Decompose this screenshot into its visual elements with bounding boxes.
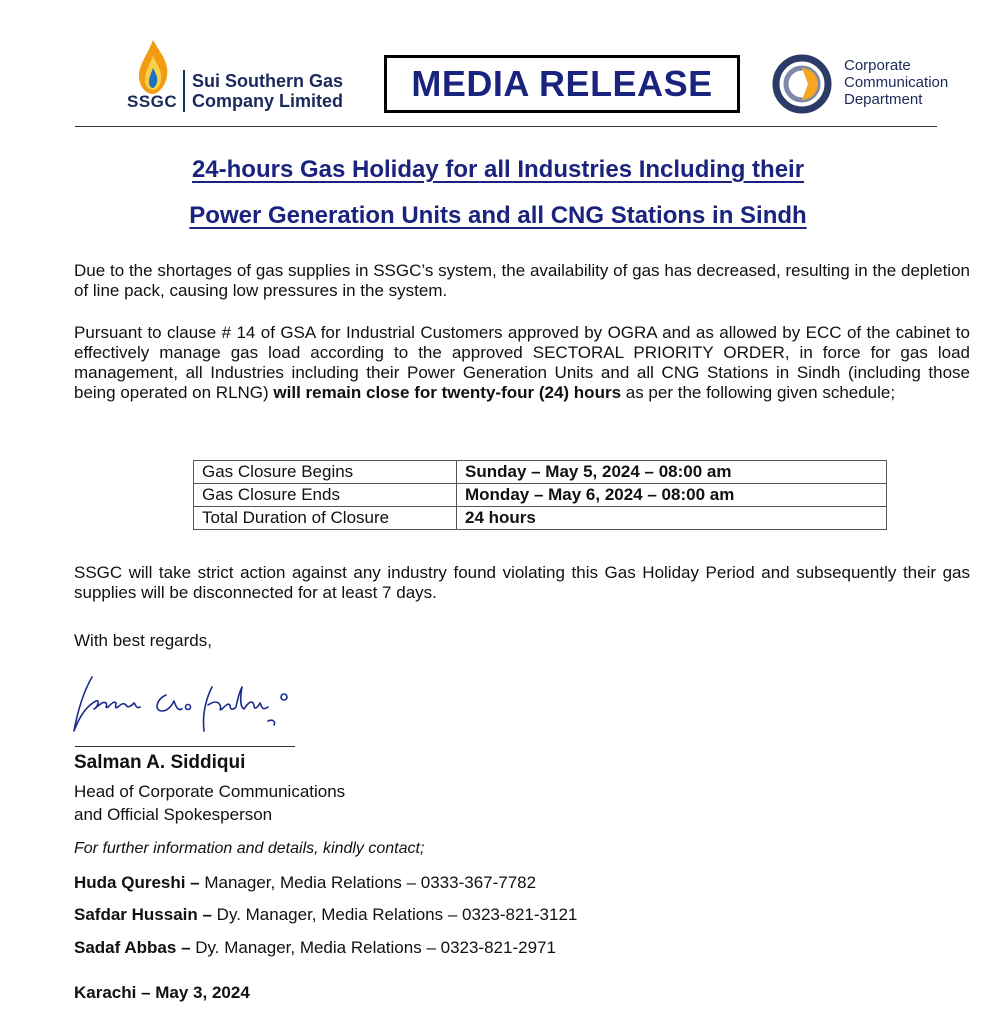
ccd-ring-icon [772, 54, 838, 114]
department-line3: Department [844, 91, 923, 108]
dateline: Karachi – May 3, 2024 [74, 983, 250, 1002]
ssgc-logo [125, 36, 357, 116]
department-line2: Communication [844, 74, 949, 91]
company-name [192, 71, 343, 111]
company-name-line2: Company Limited [192, 91, 344, 111]
schedule-value: 24 hours [457, 507, 887, 530]
department-line1: Corporate [844, 57, 911, 74]
headline-line1: 24-hours Gas Holiday for all Industries Including their [191, 156, 805, 183]
signatory-title-line1: Head of Corporate Communications [74, 782, 346, 801]
headline-line2: Power Generation Units and all CNG Stations in Sindh [189, 202, 807, 229]
table-row [194, 507, 887, 530]
handwritten-signature [62, 665, 302, 745]
ssgc-abbreviation: SSGC [127, 92, 178, 111]
schedule-label: Gas Closure Begins [194, 461, 457, 484]
paragraph-closure-text: Pursuant to clause # 14 of GSA for Industrial Customers approved by OGRA and as allowed by ECC of the cabinet to effectively manage gas load according to the approved SECTORAL PRIORITY ORDER, in force for gas load management, all Industries including their Power Generation Units and all CNG Stations in Sindh (including those being operated on RLNG) [74, 323, 970, 402]
contact-name: Sadaf Abbas – [74, 938, 191, 957]
paragraph-closure-notice [74, 323, 970, 403]
contact-details: Dy. Manager, Media Relations – 0323-821-2971 [190, 938, 556, 957]
signatory-name: Salman A. Siddiqui [74, 752, 246, 773]
contact-name: Safdar Hussain – [74, 905, 212, 924]
letterhead [0, 0, 996, 130]
closing-regards: With best regards, [74, 631, 212, 650]
logo-divider [183, 70, 185, 112]
paragraph-closure-end: as per the following given schedule; [621, 383, 896, 402]
schedule-label: Total Duration of Closure [194, 507, 457, 530]
header-rule [75, 126, 937, 127]
signatory-title-line2: and Official Spokesperson [74, 805, 273, 824]
media-release-title: MEDIA RELEASE [411, 63, 713, 104]
paragraph-closure-emphasis: will remain close for twenty-four (24) hours [273, 383, 622, 402]
schedule-label: Gas Closure Ends [194, 484, 457, 507]
contact-details: Manager, Media Relations – 0333-367-7782 [199, 873, 537, 892]
paragraph-shortage: Due to the shortages of gas supplies in SSGC’s system, the availability of gas has decreased, resulting in the depletion of line pack, causing low pressures in the system. [74, 261, 970, 300]
schedule-value: Monday – May 6, 2024 – 08:00 am [457, 484, 887, 507]
contact-name: Huda Qureshi – [74, 873, 200, 892]
contact-person [74, 873, 536, 893]
flame-icon [135, 38, 171, 98]
paragraph-enforcement: SSGC will take strict action against any industry found violating this Gas Holiday Period and subsequently their gas supplies will be disconnected for at least 7 days. [74, 563, 970, 602]
schedule-value: Sunday – May 5, 2024 – 08:00 am [457, 461, 887, 484]
table-row [194, 461, 887, 484]
table-row [194, 484, 887, 507]
signature-line [75, 746, 295, 747]
contact-details: Dy. Manager, Media Relations – 0323-821-3121 [211, 905, 578, 924]
contact-intro: For further information and details, kindly contact; [74, 840, 425, 857]
media-release-box [384, 55, 740, 113]
company-name-line1: Sui Southern Gas [192, 71, 344, 91]
closure-schedule-table [193, 460, 887, 530]
department-name [844, 57, 948, 108]
contact-person [74, 938, 556, 958]
signatory-title [74, 780, 345, 826]
contact-person [74, 905, 577, 925]
